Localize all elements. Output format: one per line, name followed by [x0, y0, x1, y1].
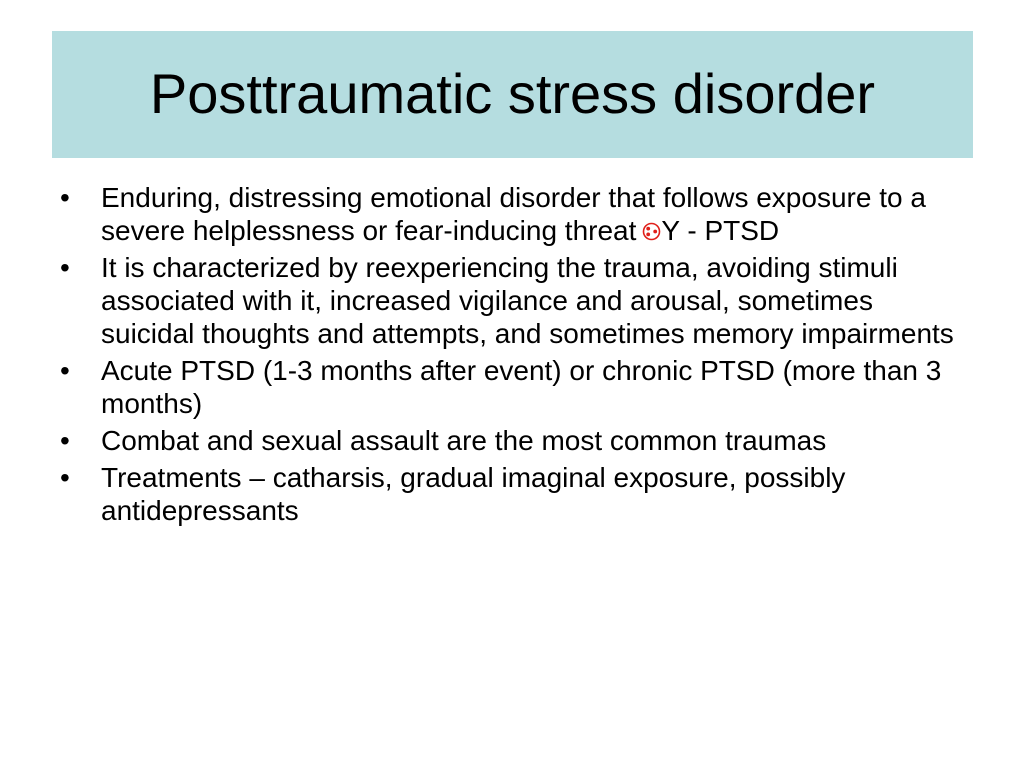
bullet-item — [60, 424, 960, 457]
bullet-marker: • — [60, 425, 70, 456]
bullet-item — [60, 251, 960, 350]
bullet-text: Acute PTSD (1-3 months after event) or chronic PTSD (more than 3 months) — [101, 355, 942, 419]
bullet-text: Combat and sexual assault are the most common traumas — [101, 425, 827, 456]
bullet-list — [60, 181, 960, 531]
bullet-text-suffix: Y - PTSD — [661, 215, 780, 246]
bullet-marker: • — [60, 462, 70, 493]
slide-title: Posttraumatic stress disorder — [149, 62, 876, 125]
bullet-item — [60, 181, 960, 247]
bullet-text: Enduring, distressing emotional disorder that follows exposure to a severe helplessness or fear-inducing threat — [101, 182, 926, 246]
red-circle-icon — [642, 222, 661, 241]
bullet-marker: • — [60, 355, 70, 386]
bullet-text: Treatments – catharsis, gradual imaginal exposure, possibly antidepressants — [101, 462, 846, 526]
title-band — [52, 31, 973, 158]
bullet-marker: • — [60, 182, 70, 213]
bullet-text: It is characterized by reexperiencing the trauma, avoiding stimuli associated with it, increased vigilance and arousal, sometimes suicidal thoughts and attempts, and sometimes memory impairments — [101, 252, 954, 349]
bullet-item — [60, 354, 960, 420]
bullet-item — [60, 461, 960, 527]
bullet-marker: • — [60, 252, 70, 283]
